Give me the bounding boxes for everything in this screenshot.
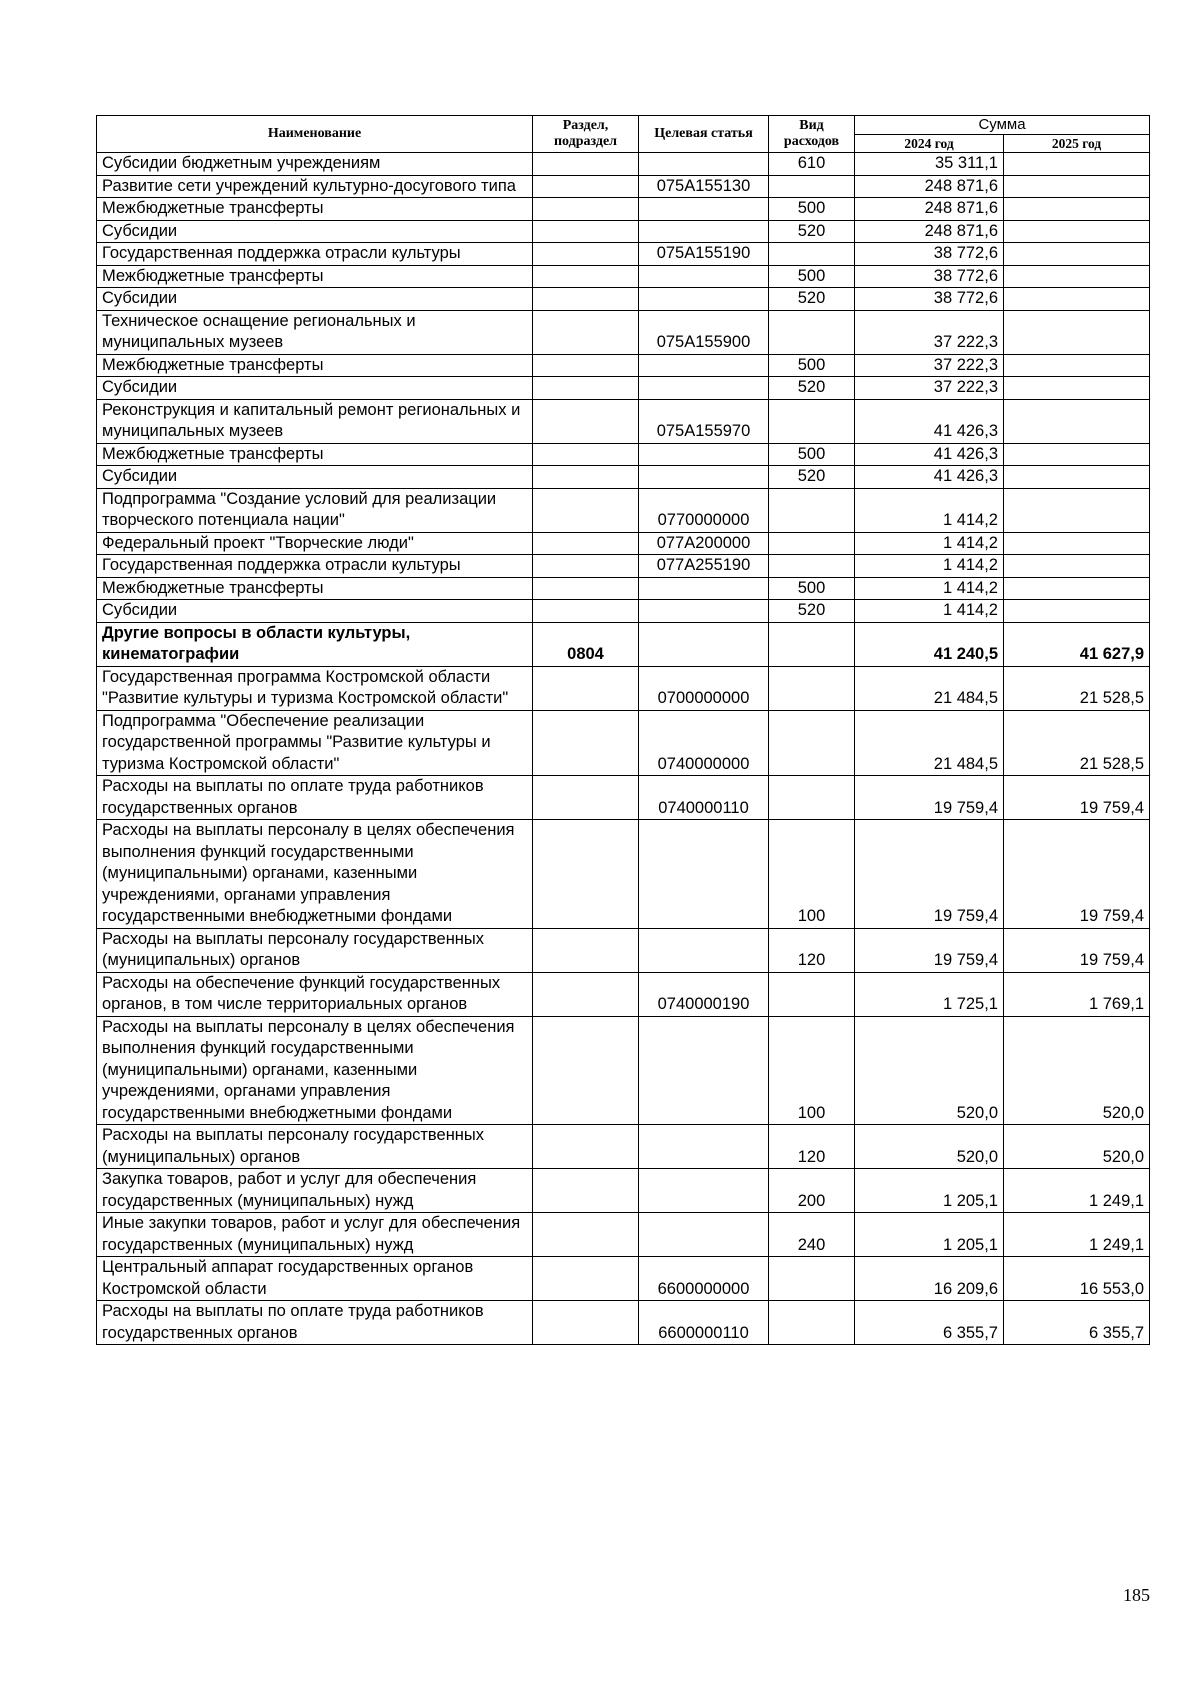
cell-target [639,577,769,600]
cell-kind [769,1257,855,1301]
cell-target: 0740000190 [639,972,769,1016]
cell-2025 [1004,532,1150,555]
header-name: Наименование [97,116,533,153]
cell-name: Федеральный проект "Творческие люди" [97,532,533,555]
cell-target [639,1213,769,1257]
cell-name: Субсидии [97,288,533,311]
cell-section [533,666,639,710]
cell-target: 0740000110 [639,776,769,820]
cell-name: Закупка товаров, работ и услуг для обеспечения государственных (муниципальных) нужд [97,1169,533,1213]
cell-kind [769,710,855,776]
cell-kind: 240 [769,1213,855,1257]
table-row [97,466,1150,489]
cell-section [533,175,639,198]
table-row [97,1169,1150,1213]
cell-2025 [1004,443,1150,466]
cell-kind [769,972,855,1016]
cell-name: Субсидии [97,377,533,400]
cell-target: 0770000000 [639,488,769,532]
cell-2024: 21 484,5 [855,710,1004,776]
cell-2024: 38 772,6 [855,243,1004,266]
table-row [97,175,1150,198]
cell-name: Субсидии [97,220,533,243]
cell-kind: 100 [769,1016,855,1125]
cell-kind: 200 [769,1169,855,1213]
header-sum: Сумма [855,116,1150,135]
cell-2025 [1004,466,1150,489]
cell-2025 [1004,555,1150,578]
table-row [97,820,1150,929]
cell-name: Другие вопросы в области культуры, кинематографии [97,622,533,666]
table-row [97,488,1150,532]
cell-2024: 1 725,1 [855,972,1004,1016]
cell-2024: 19 759,4 [855,776,1004,820]
cell-2025 [1004,220,1150,243]
cell-target [639,820,769,929]
cell-target: 075А155970 [639,399,769,443]
table-row [97,1213,1150,1257]
cell-target [639,288,769,311]
header-section: Раздел, подраздел [533,116,639,153]
header-2024: 2024 год [855,135,1004,153]
cell-kind [769,1301,855,1345]
cell-target [639,1169,769,1213]
cell-section [533,532,639,555]
cell-2024: 37 222,3 [855,310,1004,354]
cell-name: Расходы на выплаты персоналу государственных (муниципальных) органов [97,928,533,972]
cell-2025 [1004,600,1150,623]
cell-kind: 520 [769,377,855,400]
cell-2024: 38 772,6 [855,288,1004,311]
cell-2025: 16 553,0 [1004,1257,1150,1301]
cell-name: Развитие сети учреждений культурно-досугового типа [97,175,533,198]
table-header [97,116,1150,153]
cell-target [639,354,769,377]
cell-target: 077А200000 [639,532,769,555]
cell-2024: 6 355,7 [855,1301,1004,1345]
cell-section [533,1301,639,1345]
cell-kind [769,399,855,443]
cell-kind: 520 [769,600,855,623]
cell-target: 075А155900 [639,310,769,354]
table-row [97,776,1150,820]
cell-2025: 520,0 [1004,1125,1150,1169]
table-row [97,354,1150,377]
cell-name: Подпрограмма "Обеспечение реализации государственной программы "Развитие культуры и туризма Костромской области" [97,710,533,776]
table-row [97,1125,1150,1169]
cell-kind: 120 [769,928,855,972]
cell-kind: 520 [769,288,855,311]
cell-kind: 100 [769,820,855,929]
cell-2024: 1 414,2 [855,600,1004,623]
cell-target: 0740000000 [639,710,769,776]
table-row [97,577,1150,600]
cell-2024: 37 222,3 [855,354,1004,377]
cell-section [533,600,639,623]
cell-name: Расходы на выплаты персоналу в целях обеспечения выполнения функций государственными (муниципальными) органами, казенными учреждениями, органами управления государственными внебюджетными фондами [97,1016,533,1125]
cell-name: Иные закупки товаров, работ и услуг для обеспечения государственных (муниципальных) нужд [97,1213,533,1257]
cell-2024: 248 871,6 [855,220,1004,243]
cell-target: 0700000000 [639,666,769,710]
cell-name: Межбюджетные трансферты [97,198,533,221]
page-number: 185 [1123,1585,1150,1605]
cell-target [639,1016,769,1125]
cell-name: Центральный аппарат государственных органов Костромской области [97,1257,533,1301]
cell-section [533,488,639,532]
cell-target: 077А255190 [639,555,769,578]
cell-section [533,310,639,354]
cell-2025: 1 249,1 [1004,1169,1150,1213]
cell-2024: 248 871,6 [855,175,1004,198]
cell-kind [769,666,855,710]
table-row [97,310,1150,354]
cell-name: Расходы на выплаты по оплате труда работников государственных органов [97,776,533,820]
cell-target [639,198,769,221]
cell-2024: 41 426,3 [855,443,1004,466]
cell-section [533,972,639,1016]
cell-2024: 16 209,6 [855,1257,1004,1301]
cell-section [533,466,639,489]
budget-table [96,115,1150,1345]
cell-section [533,377,639,400]
cell-section [533,577,639,600]
cell-2025 [1004,175,1150,198]
cell-2025 [1004,265,1150,288]
cell-section [533,1125,639,1169]
table-row [97,532,1150,555]
cell-2024: 520,0 [855,1125,1004,1169]
cell-2024: 41 426,3 [855,466,1004,489]
cell-kind [769,243,855,266]
cell-kind: 120 [769,1125,855,1169]
header-kind: Вид расходов [769,116,855,153]
table-row [97,710,1150,776]
cell-2025: 1 249,1 [1004,1213,1150,1257]
table-row [97,622,1150,666]
cell-name: Государственная программа Костромской области "Развитие культуры и туризма Костромской области" [97,666,533,710]
cell-2025: 520,0 [1004,1016,1150,1125]
cell-kind [769,776,855,820]
cell-target: 6600000000 [639,1257,769,1301]
cell-2025: 21 528,5 [1004,710,1150,776]
cell-section [533,1257,639,1301]
table-row [97,1301,1150,1345]
cell-2025: 41 627,9 [1004,622,1150,666]
cell-2024: 1 205,1 [855,1169,1004,1213]
table-row [97,972,1150,1016]
cell-2025 [1004,354,1150,377]
cell-2025 [1004,288,1150,311]
cell-2025 [1004,488,1150,532]
cell-kind: 520 [769,466,855,489]
cell-2025: 21 528,5 [1004,666,1150,710]
cell-name: Межбюджетные трансферты [97,265,533,288]
cell-2024: 21 484,5 [855,666,1004,710]
table-row [97,666,1150,710]
cell-name: Расходы на выплаты персоналу в целях обеспечения выполнения функций государственными (муниципальными) органами, казенными учреждениями, органами управления государственными внебюджетными фондами [97,820,533,929]
cell-section [533,1016,639,1125]
cell-kind: 610 [769,153,855,176]
cell-2025 [1004,153,1150,176]
cell-2025 [1004,377,1150,400]
cell-2025: 1 769,1 [1004,972,1150,1016]
cell-section [533,820,639,929]
table-row [97,198,1150,221]
cell-kind [769,532,855,555]
cell-2025: 19 759,4 [1004,820,1150,929]
cell-name: Межбюджетные трансферты [97,354,533,377]
cell-section [533,354,639,377]
cell-name: Расходы на выплаты по оплате труда работников государственных органов [97,1301,533,1345]
cell-2025: 19 759,4 [1004,928,1150,972]
table-row [97,1257,1150,1301]
cell-kind: 520 [769,220,855,243]
table-row [97,243,1150,266]
cell-2024: 1 414,2 [855,555,1004,578]
table-row [97,399,1150,443]
cell-kind: 500 [769,577,855,600]
cell-section [533,710,639,776]
cell-2024: 19 759,4 [855,820,1004,929]
cell-kind: 500 [769,443,855,466]
cell-2024: 1 414,2 [855,532,1004,555]
cell-section [533,443,639,466]
cell-target [639,265,769,288]
cell-target [639,1125,769,1169]
table-row [97,600,1150,623]
cell-2024: 37 222,3 [855,377,1004,400]
cell-2024: 248 871,6 [855,198,1004,221]
table-row [97,265,1150,288]
cell-target: 6600000110 [639,1301,769,1345]
cell-section [533,399,639,443]
cell-name: Расходы на обеспечение функций государственных органов, в том числе территориальных органов [97,972,533,1016]
cell-2024: 35 311,1 [855,153,1004,176]
cell-target [639,622,769,666]
cell-2024: 41 240,5 [855,622,1004,666]
table-row [97,555,1150,578]
cell-2024: 19 759,4 [855,928,1004,972]
cell-section [533,1213,639,1257]
cell-2025 [1004,310,1150,354]
cell-2024: 1 205,1 [855,1213,1004,1257]
table-row [97,153,1150,176]
cell-2025 [1004,198,1150,221]
cell-name: Государственная поддержка отрасли культуры [97,555,533,578]
table-row [97,443,1150,466]
table-row [97,220,1150,243]
cell-section [533,288,639,311]
cell-name: Субсидии бюджетным учреждениям [97,153,533,176]
cell-name: Государственная поддержка отрасли культуры [97,243,533,266]
cell-target: 075А155190 [639,243,769,266]
cell-section [533,243,639,266]
cell-2025: 19 759,4 [1004,776,1150,820]
cell-section [533,928,639,972]
cell-kind: 500 [769,198,855,221]
header-2025: 2025 год [1004,135,1150,153]
cell-section [533,220,639,243]
table-row [97,1016,1150,1125]
cell-target [639,466,769,489]
cell-2024: 520,0 [855,1016,1004,1125]
table-row [97,928,1150,972]
cell-target [639,443,769,466]
cell-2024: 1 414,2 [855,488,1004,532]
cell-kind [769,175,855,198]
cell-kind [769,488,855,532]
cell-name: Субсидии [97,466,533,489]
cell-target [639,928,769,972]
cell-2025 [1004,243,1150,266]
cell-2025 [1004,577,1150,600]
cell-name: Субсидии [97,600,533,623]
cell-section: 0804 [533,622,639,666]
cell-target [639,220,769,243]
cell-name: Межбюджетные трансферты [97,577,533,600]
cell-kind [769,555,855,578]
cell-section [533,555,639,578]
cell-name: Межбюджетные трансферты [97,443,533,466]
cell-kind: 500 [769,354,855,377]
cell-target [639,377,769,400]
cell-section [533,776,639,820]
cell-name: Реконструкция и капитальный ремонт региональных и муниципальных музеев [97,399,533,443]
table-body [97,153,1150,1345]
cell-kind [769,310,855,354]
cell-name: Техническое оснащение региональных и муниципальных музеев [97,310,533,354]
cell-2024: 38 772,6 [855,265,1004,288]
cell-target: 075А155130 [639,175,769,198]
cell-name: Расходы на выплаты персоналу государственных (муниципальных) органов [97,1125,533,1169]
cell-target [639,153,769,176]
table-row [97,377,1150,400]
cell-2024: 1 414,2 [855,577,1004,600]
cell-kind: 500 [769,265,855,288]
cell-section [533,153,639,176]
cell-2024: 41 426,3 [855,399,1004,443]
cell-name: Подпрограмма "Создание условий для реализации творческого потенциала нации" [97,488,533,532]
cell-2025: 6 355,7 [1004,1301,1150,1345]
cell-section [533,1169,639,1213]
header-target: Целевая статья [639,116,769,153]
table-row [97,288,1150,311]
cell-2025 [1004,399,1150,443]
cell-target [639,600,769,623]
cell-kind [769,622,855,666]
cell-section [533,198,639,221]
cell-section [533,265,639,288]
